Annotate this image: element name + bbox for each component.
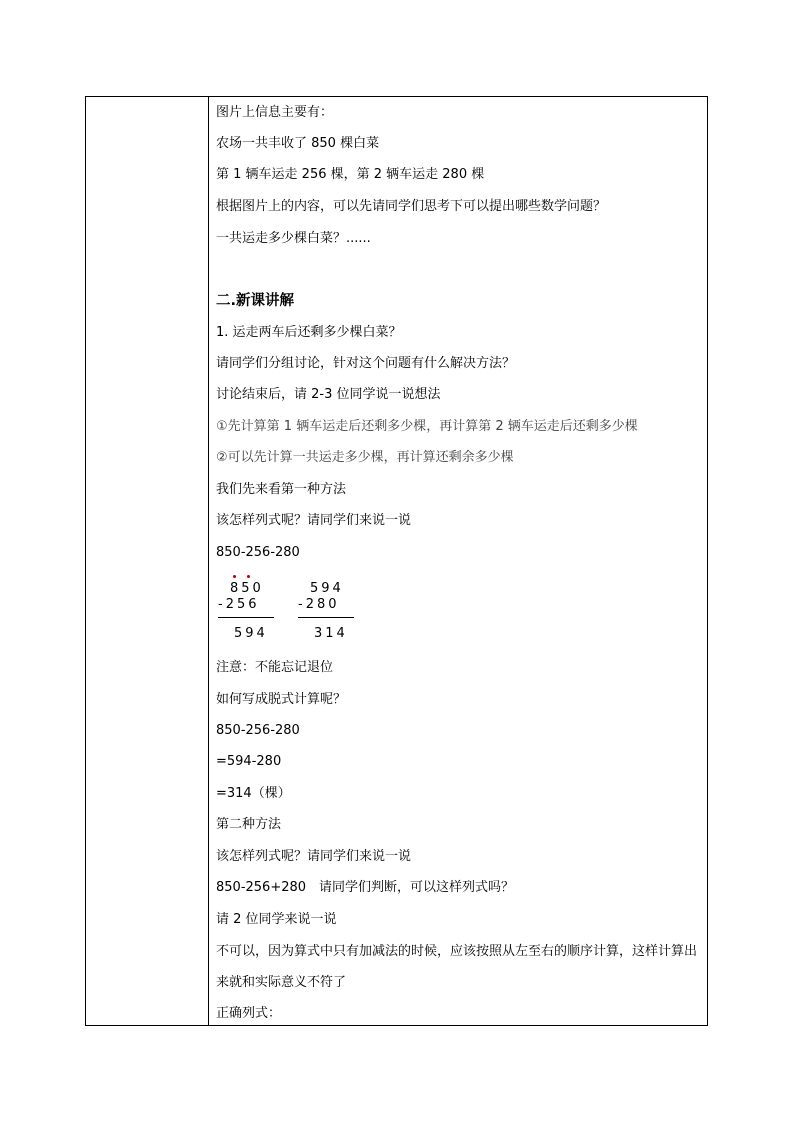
calc2-subtrahend: -280 xyxy=(298,597,340,612)
text-line: 该怎样列式呢？请同学们来说一说 xyxy=(216,849,412,864)
equation-line: 850-256-280 xyxy=(216,723,300,738)
text-line: 一共运走多少棵白菜？...... xyxy=(216,231,371,246)
vertical-subtraction xyxy=(216,573,376,645)
calc1-rule xyxy=(218,617,274,618)
text-line: 讨论结束后，请 2-3 位同学说一说想法 xyxy=(216,387,441,402)
text-line: 第二种方法 xyxy=(216,817,282,832)
text-line: 第 1 辆车运走 256 棵，第 2 辆车运走 280 棵 xyxy=(216,167,485,182)
text-line: 图片上信息主要有： xyxy=(216,105,334,120)
calc1-minuend: 850 xyxy=(230,581,264,596)
equation-line: =594-280 xyxy=(216,754,282,769)
lesson-table xyxy=(85,96,708,1026)
text-line: 根据图片上的内容，可以先请同学们思考下可以提出哪些数学问题？ xyxy=(216,199,607,214)
text-line: 850-256+280 请同学们判断，可以这样列式吗？ xyxy=(216,880,515,895)
text-line: ①先计算第 1 辆车运走后还剩多少棵，再计算第 2 辆车运走后还剩多少棵 xyxy=(216,419,638,434)
text-paragraph: 不可以，因为算式中只有加减法的时候，应该按照从左至右的顺序计算，这样计算出来就和实际意义不符了 xyxy=(216,944,698,990)
text-line: 正确列式： xyxy=(216,1006,282,1021)
text-line: 请同学们分组讨论，针对这个问题有什么解决方法？ xyxy=(216,356,516,371)
equation-line: =314（棵） xyxy=(216,786,291,801)
text-line: ②可以先计算一共运走多少棵，再计算还剩余多少棵 xyxy=(216,450,514,465)
calc2-minuend: 594 xyxy=(310,581,344,596)
calc1-result: 594 xyxy=(234,626,268,641)
calc2-result: 314 xyxy=(314,626,348,641)
equation-line: 850-256-280 xyxy=(216,545,300,560)
text-line: 1. 运走两车后还剩多少棵白菜？ xyxy=(216,325,402,340)
calc2-rule xyxy=(298,617,354,618)
column-divider xyxy=(208,97,209,1025)
calc1-subtrahend: -256 xyxy=(218,597,260,612)
text-line: 农场一共丰收了 850 棵白菜 xyxy=(216,136,380,151)
borrow-dot xyxy=(247,575,250,578)
text-line: 请 2 位同学来说一说 xyxy=(216,912,337,927)
text-line: 该怎样列式呢？请同学们来说一说 xyxy=(216,513,412,528)
text-line: 如何写成脱式计算呢？ xyxy=(216,692,347,707)
text-line: 注意：不能忘记退位 xyxy=(216,660,334,675)
text-line: 我们先来看第一种方法 xyxy=(216,482,347,497)
borrow-dot xyxy=(233,575,236,578)
section-heading: 二.新课讲解 xyxy=(216,293,295,309)
